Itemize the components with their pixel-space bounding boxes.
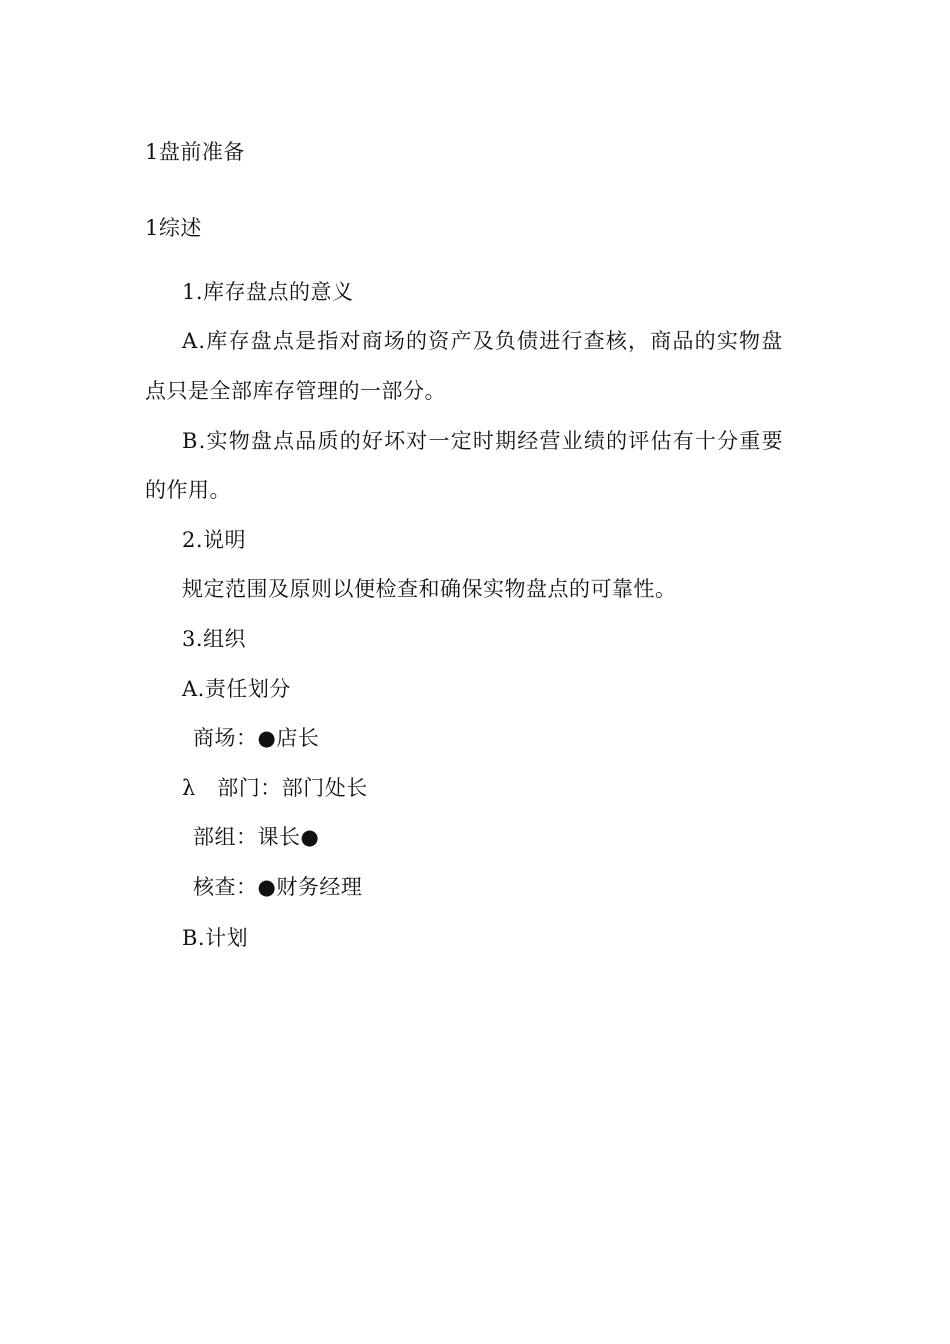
subitem-heading: B.计划 [182,926,249,950]
paragraph-line: B.实物盘点品质的好坏对一定时期经营业绩的评估有十分重要 [182,429,784,453]
subitem-heading: A.责任划分 [182,677,291,701]
paragraph-line: 规定范围及原则以便检查和确保实物盘点的可靠性。 [182,577,677,601]
section-heading: 1盘前准备 [145,140,245,164]
item-heading: 2.说明 [182,528,247,552]
responsibility-line: 部组：课长● [193,825,320,849]
paragraph-line: 点只是全部库存管理的一部分。 [145,379,446,403]
paragraph-line: 的作用。 [145,478,231,502]
item-heading: 1.库存盘点的意义 [182,280,354,304]
paragraph-line: A.库存盘点是指对商场的资产及负债进行查核，商品的实物盘 [182,329,784,353]
responsibility-line: 核查：●财务经理 [193,875,363,899]
responsibility-line: 商场：●店长 [193,726,320,750]
item-heading: 3.组织 [182,627,247,651]
responsibility-line: λ 部门：部门处长 [182,776,368,800]
subsection-heading: 1综述 [145,216,202,240]
